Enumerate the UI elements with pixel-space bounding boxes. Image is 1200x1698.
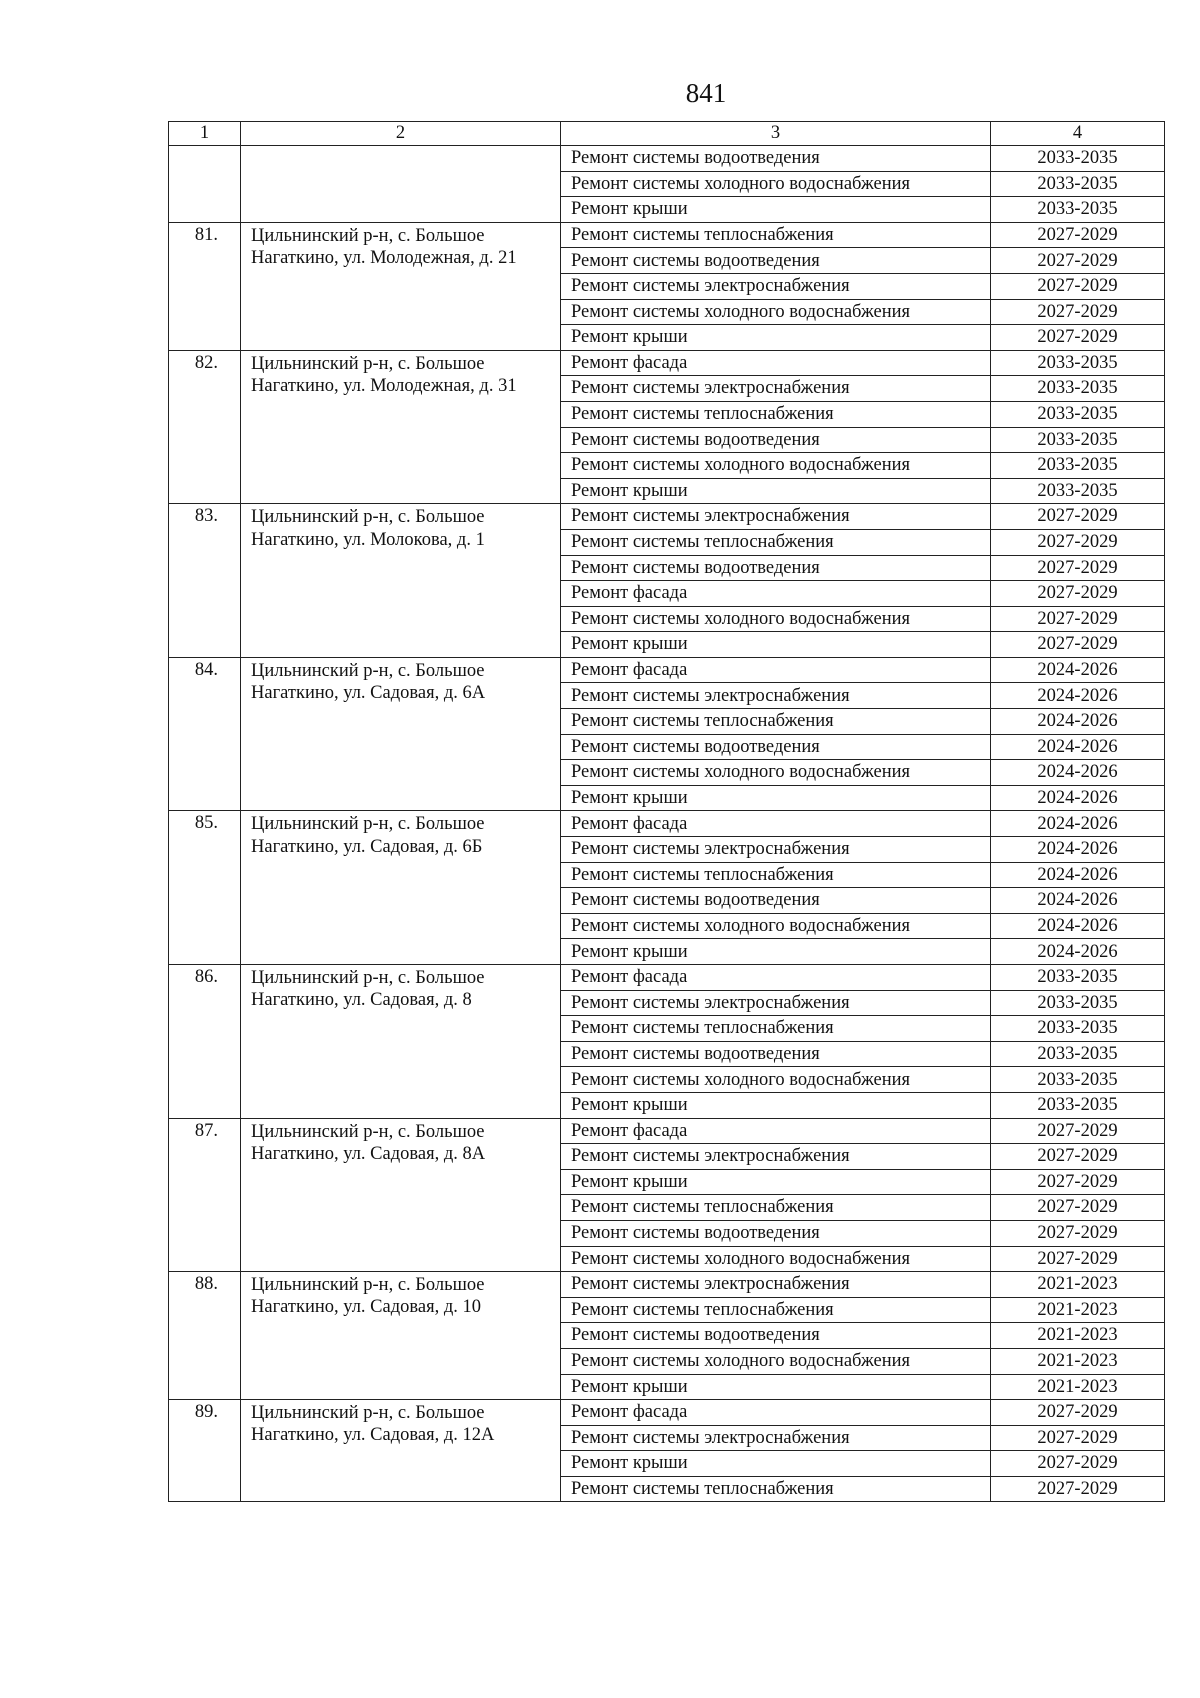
work-type: Ремонт системы водоотведения (561, 1041, 991, 1067)
work-type: Ремонт системы электроснабжения (561, 1425, 991, 1451)
entry-address: Цильнинский р-н, с. Большое Нагаткино, ул. Садовая, д. 8 (241, 965, 561, 1119)
work-period: 2021-2023 (991, 1374, 1165, 1400)
entry-address: Цильнинский р-н, с. Большое Нагаткино, ул. Садовая, д. 12А (241, 1400, 561, 1502)
work-type: Ремонт системы электроснабжения (561, 683, 991, 709)
entry-address: Цильнинский р-н, с. Большое Нагаткино, ул. Молодежная, д. 21 (241, 222, 561, 350)
work-type: Ремонт системы теплоснабжения (561, 1476, 991, 1502)
work-period: 2027-2029 (991, 581, 1165, 607)
work-period: 2027-2029 (991, 1169, 1165, 1195)
work-type: Ремонт системы водоотведения (561, 1220, 991, 1246)
column-header-address: 2 (241, 122, 561, 146)
entry-number: 88. (169, 1272, 241, 1400)
entry-number: 83. (169, 504, 241, 658)
column-header-number: 1 (169, 122, 241, 146)
work-period: 2027-2029 (991, 325, 1165, 351)
work-type: Ремонт крыши (561, 478, 991, 504)
work-type: Ремонт системы водоотведения (561, 555, 991, 581)
work-type: Ремонт системы электроснабжения (561, 1144, 991, 1170)
work-type: Ремонт фасада (561, 1400, 991, 1426)
work-period: 2027-2029 (991, 1195, 1165, 1221)
work-type: Ремонт системы водоотведения (561, 1323, 991, 1349)
work-type: Ремонт системы теплоснабжения (561, 709, 991, 735)
work-period: 2033-2035 (991, 376, 1165, 402)
work-period: 2027-2029 (991, 248, 1165, 274)
work-period: 2033-2035 (991, 146, 1165, 172)
work-type: Ремонт системы водоотведения (561, 248, 991, 274)
work-period: 2033-2035 (991, 1092, 1165, 1118)
work-period: 2033-2035 (991, 1016, 1165, 1042)
work-type: Ремонт системы водоотведения (561, 734, 991, 760)
work-type: Ремонт системы электроснабжения (561, 504, 991, 530)
work-period: 2033-2035 (991, 171, 1165, 197)
work-period: 2027-2029 (991, 606, 1165, 632)
table-row (169, 965, 1165, 991)
work-period: 2024-2026 (991, 734, 1165, 760)
entry-address: Цильнинский р-н, с. Большое Нагаткино, ул. Садовая, д. 6А (241, 657, 561, 811)
work-type: Ремонт фасада (561, 350, 991, 376)
table-row (169, 222, 1165, 248)
work-period: 2024-2026 (991, 862, 1165, 888)
work-period: 2033-2035 (991, 197, 1165, 223)
entry-number: 85. (169, 811, 241, 965)
entry-number: 81. (169, 222, 241, 350)
entry-address (241, 146, 561, 223)
work-period: 2027-2029 (991, 1246, 1165, 1272)
column-header-work: 3 (561, 122, 991, 146)
table-header-row (169, 122, 1165, 146)
work-period: 2024-2026 (991, 811, 1165, 837)
work-period: 2021-2023 (991, 1348, 1165, 1374)
work-type: Ремонт системы холодного водоснабжения (561, 913, 991, 939)
work-type: Ремонт фасада (561, 1118, 991, 1144)
work-period: 2024-2026 (991, 837, 1165, 863)
work-type: Ремонт системы теплоснабжения (561, 401, 991, 427)
work-type: Ремонт системы теплоснабжения (561, 222, 991, 248)
work-type: Ремонт крыши (561, 785, 991, 811)
entry-address: Цильнинский р-н, с. Большое Нагаткино, ул. Молодежная, д. 31 (241, 350, 561, 504)
work-period: 2027-2029 (991, 1144, 1165, 1170)
work-type: Ремонт системы электроснабжения (561, 273, 991, 299)
entry-number: 87. (169, 1118, 241, 1272)
entry-number: 84. (169, 657, 241, 811)
repair-schedule-table (168, 121, 1165, 1502)
work-period: 2033-2035 (991, 350, 1165, 376)
table-row (169, 1400, 1165, 1426)
work-type: Ремонт системы холодного водоснабжения (561, 1067, 991, 1093)
work-type: Ремонт системы холодного водоснабжения (561, 171, 991, 197)
work-type: Ремонт крыши (561, 1451, 991, 1477)
entry-number: 82. (169, 350, 241, 504)
work-type: Ремонт системы водоотведения (561, 888, 991, 914)
work-period: 2027-2029 (991, 1451, 1165, 1477)
entry-number (169, 146, 241, 223)
work-period: 2027-2029 (991, 555, 1165, 581)
work-type: Ремонт крыши (561, 1092, 991, 1118)
work-period: 2024-2026 (991, 913, 1165, 939)
work-period: 2024-2026 (991, 683, 1165, 709)
work-type: Ремонт системы электроснабжения (561, 990, 991, 1016)
work-type: Ремонт системы холодного водоснабжения (561, 1246, 991, 1272)
work-period: 2033-2035 (991, 1067, 1165, 1093)
table-row (169, 1272, 1165, 1298)
work-period: 2027-2029 (991, 1118, 1165, 1144)
table-row (169, 350, 1165, 376)
work-period: 2021-2023 (991, 1323, 1165, 1349)
work-period: 2024-2026 (991, 785, 1165, 811)
entry-address: Цильнинский р-н, с. Большое Нагаткино, ул. Садовая, д. 8А (241, 1118, 561, 1272)
page-number: 841 (685, 78, 727, 108)
entry-number: 86. (169, 965, 241, 1119)
work-type: Ремонт крыши (561, 325, 991, 351)
work-type: Ремонт системы теплоснабжения (561, 1297, 991, 1323)
work-type: Ремонт крыши (561, 197, 991, 223)
work-type: Ремонт системы холодного водоснабжения (561, 453, 991, 479)
work-period: 2027-2029 (991, 632, 1165, 658)
work-type: Ремонт системы водоотведения (561, 146, 991, 172)
table-row (169, 657, 1165, 683)
work-period: 2027-2029 (991, 1220, 1165, 1246)
work-type: Ремонт системы электроснабжения (561, 837, 991, 863)
work-type: Ремонт фасада (561, 657, 991, 683)
work-period: 2021-2023 (991, 1297, 1165, 1323)
work-type: Ремонт системы теплоснабжения (561, 529, 991, 555)
work-type: Ремонт фасада (561, 965, 991, 991)
work-period: 2033-2035 (991, 965, 1165, 991)
work-type: Ремонт фасада (561, 581, 991, 607)
work-period: 2024-2026 (991, 939, 1165, 965)
work-period: 2033-2035 (991, 427, 1165, 453)
work-period: 2033-2035 (991, 990, 1165, 1016)
work-type: Ремонт фасада (561, 811, 991, 837)
work-type: Ремонт крыши (561, 632, 991, 658)
work-type: Ремонт системы электроснабжения (561, 376, 991, 402)
work-period: 2027-2029 (991, 1476, 1165, 1502)
work-type: Ремонт системы водоотведения (561, 427, 991, 453)
work-period: 2027-2029 (991, 299, 1165, 325)
work-period: 2027-2029 (991, 1400, 1165, 1426)
work-period: 2024-2026 (991, 709, 1165, 735)
work-period: 2024-2026 (991, 888, 1165, 914)
work-type: Ремонт системы холодного водоснабжения (561, 299, 991, 325)
work-period: 2027-2029 (991, 222, 1165, 248)
table-row (169, 811, 1165, 837)
work-period: 2027-2029 (991, 1425, 1165, 1451)
entry-address: Цильнинский р-н, с. Большое Нагаткино, ул. Садовая, д. 6Б (241, 811, 561, 965)
work-type: Ремонт системы электроснабжения (561, 1272, 991, 1298)
work-period: 2027-2029 (991, 529, 1165, 555)
work-period: 2033-2035 (991, 401, 1165, 427)
entry-address: Цильнинский р-н, с. Большое Нагаткино, ул. Садовая, д. 10 (241, 1272, 561, 1400)
work-period: 2033-2035 (991, 1041, 1165, 1067)
work-period: 2033-2035 (991, 478, 1165, 504)
work-period: 2024-2026 (991, 760, 1165, 786)
work-type: Ремонт системы теплоснабжения (561, 1016, 991, 1042)
work-type: Ремонт системы холодного водоснабжения (561, 606, 991, 632)
work-type: Ремонт системы холодного водоснабжения (561, 1348, 991, 1374)
work-period: 2027-2029 (991, 273, 1165, 299)
work-type: Ремонт крыши (561, 1374, 991, 1400)
entry-number: 89. (169, 1400, 241, 1502)
work-type: Ремонт системы холодного водоснабжения (561, 760, 991, 786)
work-period: 2027-2029 (991, 504, 1165, 530)
table-row (169, 146, 1165, 172)
work-period: 2024-2026 (991, 657, 1165, 683)
work-period: 2021-2023 (991, 1272, 1165, 1298)
table-body (169, 146, 1165, 1502)
work-period: 2033-2035 (991, 453, 1165, 479)
table-row (169, 504, 1165, 530)
work-type: Ремонт системы теплоснабжения (561, 862, 991, 888)
work-type: Ремонт системы теплоснабжения (561, 1195, 991, 1221)
work-type: Ремонт крыши (561, 1169, 991, 1195)
column-header-period: 4 (991, 122, 1165, 146)
work-type: Ремонт крыши (561, 939, 991, 965)
table-row (169, 1118, 1165, 1144)
entry-address: Цильнинский р-н, с. Большое Нагаткино, ул. Молокова, д. 1 (241, 504, 561, 658)
